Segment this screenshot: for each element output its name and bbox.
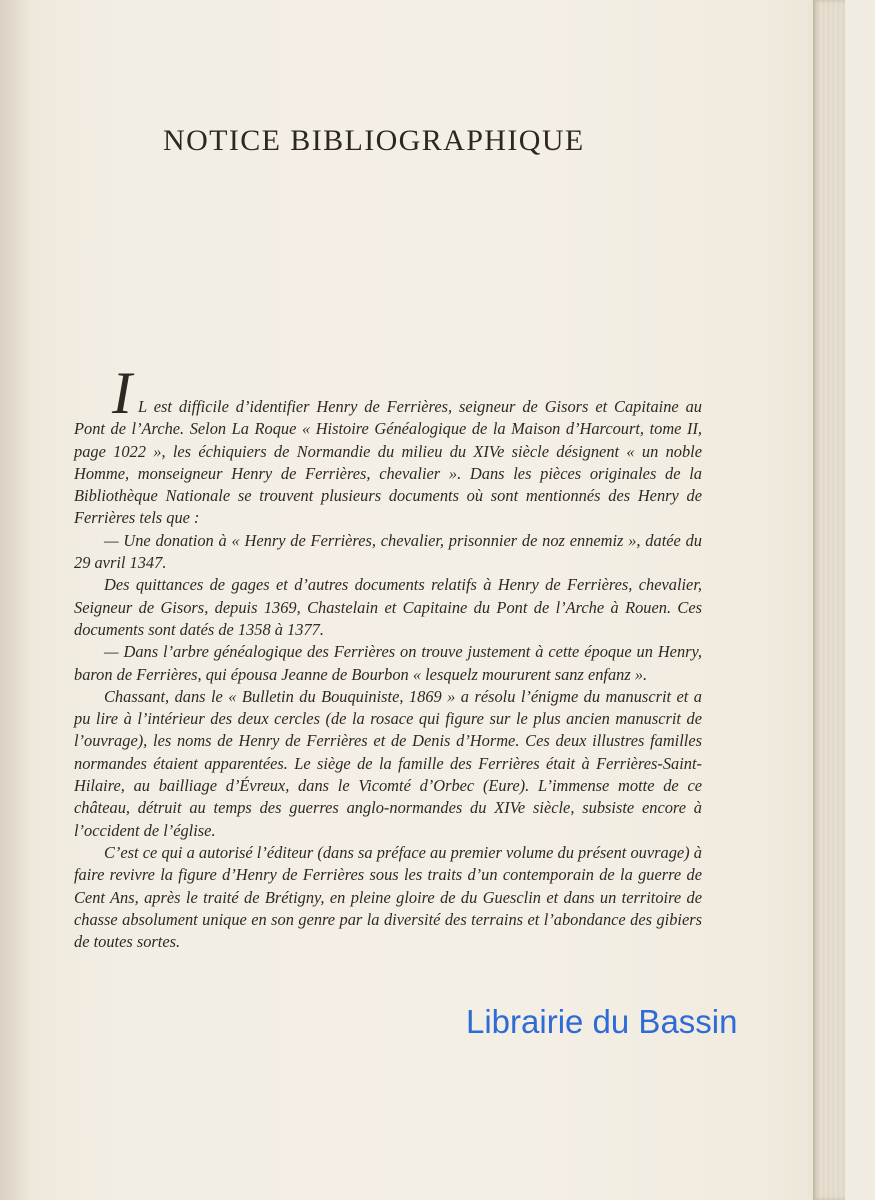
drop-cap: I [112,360,132,426]
paragraph-2: — Une donation à « Henry de Ferrières, chevalier, prisonnier de noz ennemiz », datée du 29 avril 1347. [74,530,702,573]
paragraph-5: Chassant, dans le « Bulletin du Bouquiniste, 1869 » a résolu l’énigme du manuscrit et a pu lire à l’intérieur des deux cercles (de la rosace qui figure sur le plus ancien manuscrit de l’ouvrage), les noms de Henry de Ferrières et de Denis d’Horme. Ces deux illustres familles normandes étaient apparentées. Le siège de la famille des Ferrières était à Ferrières-Saint-Hilaire, au bailliage d’Évreux, dans le Vicomté d’Orbec (Eure). L’immense motte de ce château, détruit au temps des guerres anglo-normandes du XIVe siècle, subsiste encore à l’occident de l’église. [74,686,702,840]
book-gutter [0,0,34,1200]
paragraph-3: Des quittances de gages et d’autres documents relatifs à Henry de Ferrières, chevalier, Seigneur de Gisors, depuis 1369, Chastelain et Capitaine du Pont de l’Arche à Rouen. Ces documents sont datés de 1358 à 1377. [74,575,702,639]
page-edges [813,0,845,1200]
paragraph-1-text: L est difficile d’identifier Henry de Ferrières, seigneur de Gisors et Capitaine au Pont de l’Arche. Selon La Roque « Histoire Généalogique de la Maison d’Harcourt, tome II, page 1022 », les échiquiers de Normandie du milieu du XIVe siècle désignent « un noble Homme, monseigneur Henry de Ferrières, chevalier ». Dans les pièces originales de la Bibliothèque Nationale se trouvent plusieurs documents où sont mentionnés des Henry de Ferrières tels que : [74,397,702,528]
page-title: NOTICE BIBLIOGRAPHIQUE [163,124,585,157]
paragraph-6: C’est ce qui a autorisé l’éditeur (dans sa préface au premier volume du présent ouvrage) à faire revivre la figure d’Henry de Ferrières sous les traits d’un contemporain de la guerre de Cent Ans, après le traité de Brétigny, en pleine gloire de du Guesclin et dans un territoire de chasse absolument unique en son genre par la diversité des terrains et l’abondance des gibiers de toutes sortes. [74,842,702,952]
paragraph-4: — Dans l’arbre généalogique des Ferrières on trouve justement à cette époque un Henry, baron de Ferrières, qui épousa Jeanne de Bourbon « lesquelz moururent sanz enfanz ». [74,642,702,684]
bookseller-watermark: Librairie du Bassin [466,1003,738,1040]
paragraph-1 [74,360,702,530]
notice-body [74,360,702,953]
